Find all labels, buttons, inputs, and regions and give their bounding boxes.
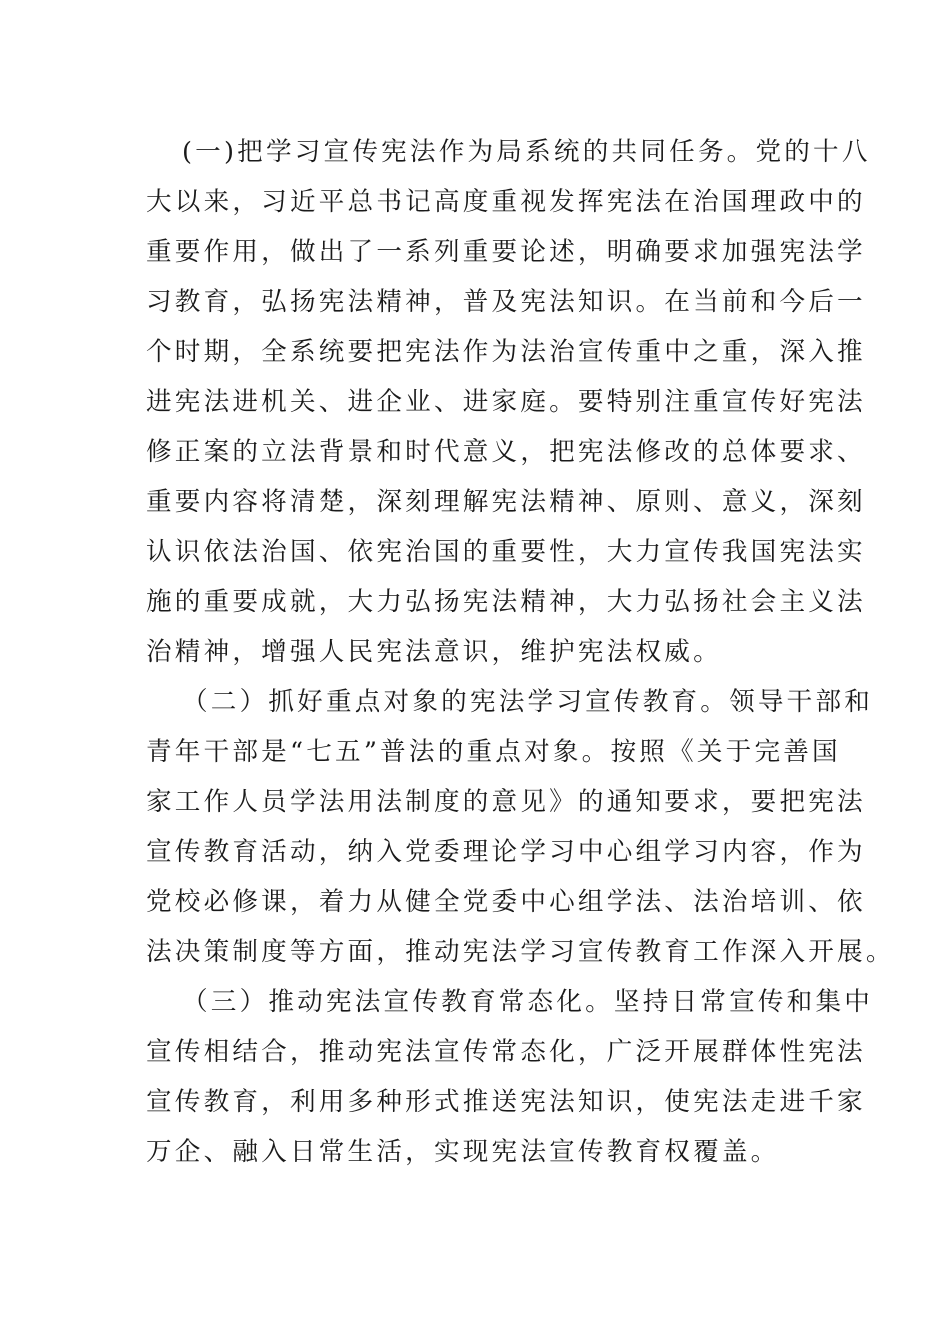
paragraph-3-line-3: 宣传教育，利用多种形式推送宪法知识，使宪法走进千家	[146, 1087, 866, 1117]
paragraph-2-line-1: （二）抓好重点对象的宪法学习宣传教育。领导干部和	[182, 687, 874, 717]
paragraph-1-line-11: 治精神，增强人民宪法意识，维护宪法权威。	[146, 637, 722, 667]
paragraph-1-line-9: 认识依法治国、依宪治国的重要性，大力宣传我国宪法实	[146, 537, 866, 567]
paragraph-1-line-3: 重要作用，做出了一系列重要论述，明确要求加强宪法学	[146, 237, 866, 267]
paragraph-1-line-8: 重要内容将清楚，深刻理解宪法精神、原则、意义，深刻	[146, 487, 866, 517]
paragraph-3-line-2: 宣传相结合，推动宪法宣传常态化，广泛开展群体性宪法	[146, 1037, 866, 1067]
paragraph-1-line-6: 进宪法进机关、进企业、进家庭。要特别注重宣传好宪法	[146, 387, 866, 417]
paragraph-1-line-2: 大以来，习近平总书记高度重视发挥宪法在治国理政中的	[146, 187, 866, 217]
paragraph-1-line-10: 施的重要成就，大力弘扬宪法精神，大力弘扬社会主义法	[146, 587, 866, 617]
paragraph-2-line-3: 家工作人员学法用法制度的意见》的通知要求，要把宪法	[146, 787, 866, 817]
paragraph-1-line-5: 个时期，全系统要把宪法作为法治宣传重中之重，深入推	[146, 337, 866, 367]
paragraph-1-line-7: 修正案的立法背景和时代意义，把宪法修改的总体要求、	[146, 437, 866, 467]
paragraph-3-line-1: （三）推动宪法宣传教育常态化。坚持日常宣传和集中	[182, 987, 874, 1017]
paragraph-1-line-1: (一)把学习宣传宪法作为局系统的共同任务。党的十八	[182, 137, 871, 167]
paragraph-2-line-2: 青年干部是“七五”普法的重点对象。按照《关于完善国	[146, 737, 841, 767]
paragraph-2-line-6: 法决策制度等方面，推动宪法学习宣传教育工作深入开展。	[146, 937, 895, 967]
paragraph-2-line-4: 宣传教育活动，纳入党委理论学习中心组学习内容，作为	[146, 837, 866, 867]
paragraph-1-line-4: 习教育，弘扬宪法精神，普及宪法知识。在当前和今后一	[146, 287, 866, 317]
paragraph-3-line-4: 万企、融入日常生活，实现宪法宣传教育权覆盖。	[146, 1137, 780, 1167]
paragraph-2-line-5: 党校必修课，着力从健全党委中心组学法、法治培训、依	[146, 887, 866, 917]
